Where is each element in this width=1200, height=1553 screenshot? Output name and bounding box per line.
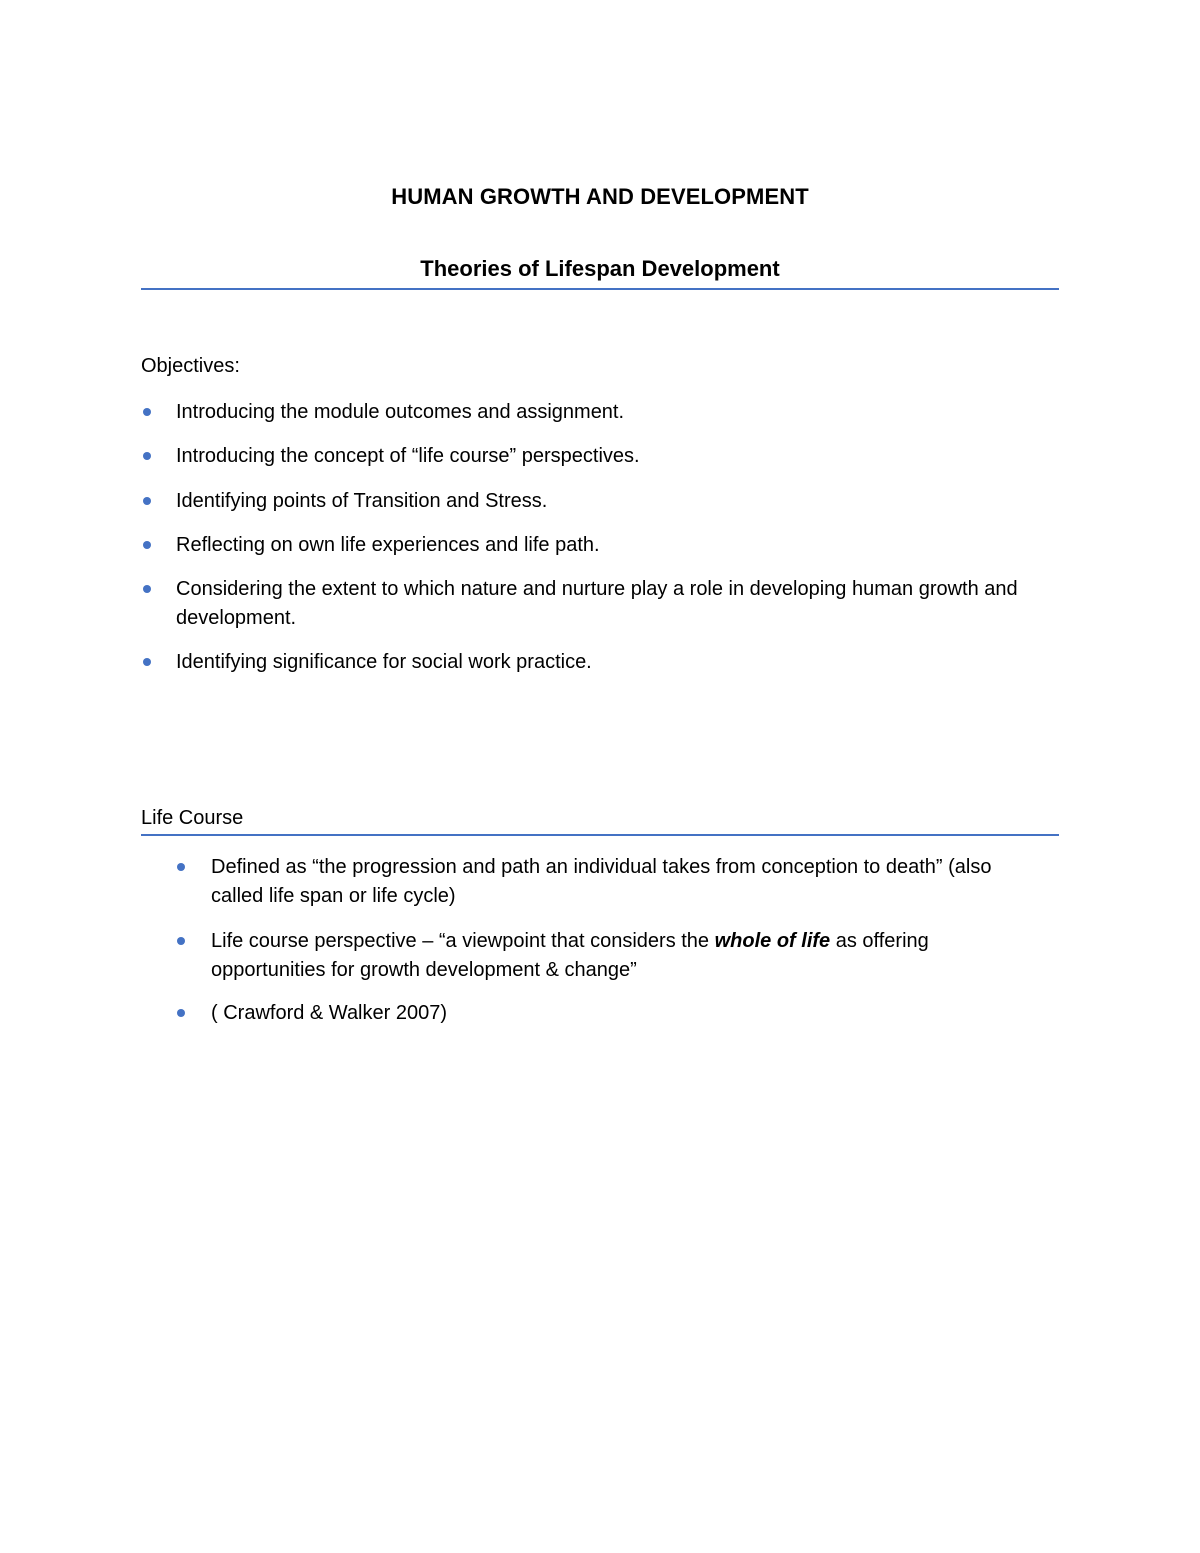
objective-text: Reflecting on own life experiences and life path. [176,534,600,556]
list-item [176,531,1061,560]
bullet-icon [177,937,185,945]
objectives-heading: Objectives: [141,355,240,377]
bullet-icon [177,863,185,871]
bullet-icon [143,408,151,416]
bullet-icon [143,585,151,593]
list-item [211,853,1031,911]
objective-text: Considering the extent to which nature and nurture play a role in developing human growth and development. [176,578,1018,629]
life-course-definition: Defined as “the progression and path an individual takes from conception to death” (also called life span or life cycle) [211,856,992,907]
objective-text: Introducing the module outcomes and assignment. [176,401,625,423]
section-divider [141,834,1059,836]
objective-text: Identifying points of Transition and Stress. [176,490,548,512]
perspective-text-before: Life course perspective – “a viewpoint that considers the [211,930,715,952]
list-item [211,927,1031,985]
perspective-text-after: as offering opportunities for growth development & change” [211,930,929,981]
list-item [176,442,1061,471]
title-divider [141,288,1059,290]
bullet-icon [143,658,151,666]
objective-text: Identifying significance for social work practice. [176,651,592,673]
list-item [176,398,1061,427]
citation-text: ( Crawford & Walker 2007) [211,1002,447,1024]
list-item [176,648,1061,677]
list-item [176,487,1061,516]
life-course-heading: Life Course [141,807,244,829]
perspective-emphasis: whole of life [714,930,831,952]
list-item [211,999,1031,1028]
bullet-icon [143,452,151,460]
list-item [176,575,1061,633]
document-subtitle: Theories of Lifespan Development [420,256,780,281]
bullet-icon [177,1009,185,1017]
objective-text: Introducing the concept of “life course” perspectives. [176,445,640,467]
bullet-icon [143,497,151,505]
document-title: HUMAN GROWTH AND DEVELOPMENT [391,184,809,209]
bullet-icon [143,541,151,549]
